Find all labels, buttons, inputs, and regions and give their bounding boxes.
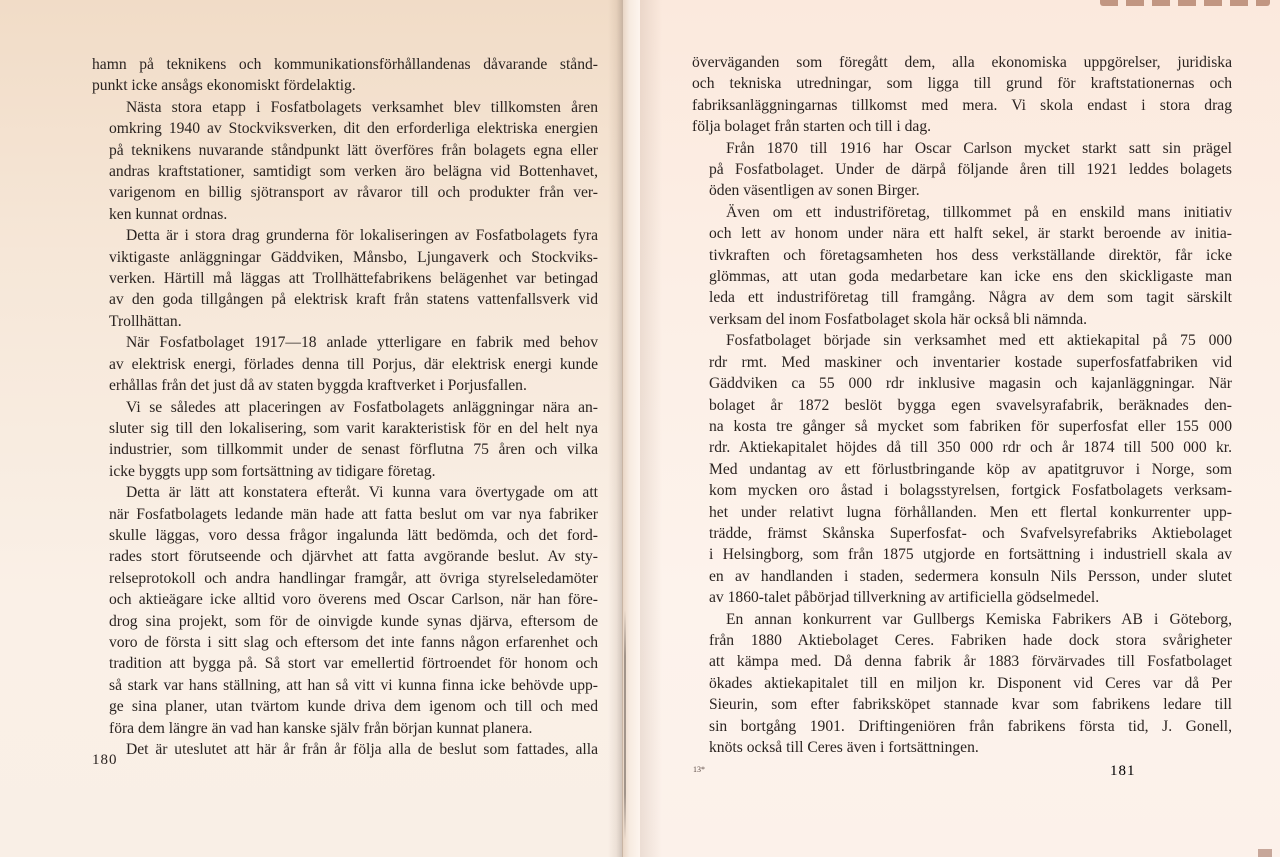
text-line: leda ett industriföretag till framgång. Några av dem som tagit särskilt: [709, 289, 1232, 307]
text-line: kom mycken oro åstad i bolagsstyrelsen, fortgick Fosfatbolagets verksam-: [709, 482, 1232, 500]
paragraph: [92, 54, 598, 97]
text-line: En annan konkurrent var Gullbergs Kemiska Fabrikers AB i Göteborg,: [726, 610, 1232, 628]
text-line: Detta är lätt att konstatera efteråt. Vi kunna vara övertygade om att: [126, 484, 598, 502]
text-line: erhållas från det just då av staten byggda kraftverket i Porjusfallen.: [109, 377, 527, 395]
text-line: rades stort förutseende och djärvhet att fatta avgörande beslut. Av sty-: [109, 548, 598, 566]
text-line: icke byggts upp som fortsättning av tidigare företag.: [109, 462, 436, 480]
text-line: andras kraftstationer, samtidigt som verken äro belägna vid Bottenhavet,: [109, 163, 598, 181]
page-corner-mark: [1258, 849, 1272, 857]
text-line: i Helsingborg, som från 1875 utgjorde en fortsättning i industriell skala av: [709, 546, 1232, 564]
text-line: tradition att bygga på. Så stort var emellertid förtroendet för honom och: [109, 655, 598, 673]
text-line: sluter sig till den lokalisering, som varit karakteristisk för en del helt nya: [109, 419, 598, 437]
text-line: Trollhättan.: [109, 312, 182, 330]
text-line: sin bortgång 1901. Driftingeniören från fabrikens första tid, J. Gonell,: [709, 717, 1232, 735]
page-number-right: 181: [1110, 763, 1136, 779]
text-line: överväganden som föregått dem, alla ekonomiska uppgörelser, juridiska: [692, 54, 1232, 71]
text-line: knöts också till Ceres även i fortsättningen.: [709, 739, 979, 756]
text-line: så stark var hans ställning, att han så vitt vi kunna finna icke behövde upp-: [109, 676, 598, 694]
text-line: hamn på teknikens och kommunikationsförhållandenas dåvarande stånd-: [92, 56, 598, 73]
paragraph: [92, 739, 598, 760]
text-line: omkring 1940 av Stockviksverken, dit den erforderliga elektriska energien: [109, 120, 598, 138]
text-line: och lett av honom under nära ett halft sekel, är starkt beroende av initia-: [709, 225, 1232, 243]
right-page: [640, 0, 1280, 857]
page-edge-shadow: [1100, 0, 1270, 6]
text-line: Nästa stora etapp i Fosfatbolagets verksamhet blev tillkomsten åren: [126, 98, 598, 116]
left-page-text: [92, 54, 598, 760]
text-line: en av handlanden i staden, sedermera konsuln Nils Persson, under slutet: [709, 567, 1232, 585]
text-line: verksam del inom Fosfatbolaget skola här också bli nämnda.: [709, 310, 1088, 328]
text-line: ken kunnat ordnas.: [109, 205, 228, 223]
left-page: [0, 0, 622, 857]
text-line: Detta är i stora drag grunderna för lokaliseringen av Fosfatbolagets fyra: [126, 227, 598, 245]
page-number-left: 180: [92, 752, 118, 768]
text-line: glömmas, att utan goda medarbetare kan icke ens den skickligaste man: [709, 268, 1232, 286]
text-line: Sieurin, som efter fabriksköpet stannade kvar som fabrikens ledare till: [709, 696, 1232, 714]
text-line: na kosta tre gånger så mycket som fabriken för superfosfat eller 155 000: [709, 417, 1232, 435]
text-line: När Fosfatbolaget 1917—18 anlade ytterligare en fabrik med behov: [126, 334, 598, 352]
text-line: voro de första i sitt slag och eftersom det inte fanns någon erfarenhet och: [109, 633, 598, 651]
text-line: Vi se således att placeringen av Fosfatbolagets anläggningar nära an-: [126, 398, 598, 416]
text-line: tivkraften och företagsamheten hos dess verkställande direktör, får icke: [709, 246, 1232, 264]
text-line: punkt icke ansågs ekonomiskt fördelaktig.: [92, 77, 356, 95]
text-line: varigenom en billig sjötransport av råvaror till och produkter från ver-: [109, 184, 598, 202]
text-line: på Fosfatbolaget. Under de därpå följande åren till 1921 leddes bolagets: [709, 161, 1232, 179]
paragraph: [692, 52, 1232, 138]
paragraph: [92, 97, 598, 225]
text-line: Med undantag av ett förlustbringande köp av apatitgruvor i Norge, som: [709, 460, 1232, 478]
text-line: verken. Härtill må läggas att Trollhättefabrikens belägenhet var betingad: [109, 270, 598, 288]
text-line: Även om ett industriföretag, tillkommet på en enskild mans initiativ: [726, 203, 1232, 221]
text-line: Fosfatbolaget började sin verksamhet med ett aktiekapital på 75 000: [726, 332, 1232, 350]
spine-shadow: [624, 610, 626, 840]
right-page-text: [692, 52, 1232, 758]
text-line: följa bolaget från starten och till i dag.: [692, 118, 932, 136]
text-line: Det är uteslutet att här år från år följa alla de beslut som fattades, alla: [126, 741, 598, 758]
paragraph: [92, 482, 598, 739]
text-line: av den goda tillgången på elektrisk kraft från statens vattenfallsverk vid: [109, 291, 598, 309]
text-line: drog sina projekt, som för de oinvigde kunde synas djärva, eftersom de: [109, 612, 598, 630]
text-line: öden väsentligen av sonen Birger.: [709, 182, 920, 200]
text-line: ge sina planer, utan tvärtom kunde driva dem igenom och till och med: [109, 698, 598, 716]
text-line: och aktieägare icke alltid voro överens med Oscar Carlson, när han före-: [109, 591, 598, 609]
text-line: viktigaste anläggningar Gäddviken, Månsbo, Ljungaverk och Stockviks-: [109, 248, 598, 266]
paragraph: [692, 202, 1232, 330]
text-line: från 1880 Aktiebolaget Ceres. Fabriken hade dock stora svårigheter: [709, 631, 1232, 649]
text-line: bolaget år 1872 beslöt bygga egen svavelsyrafabrik, beräknades den-: [709, 396, 1232, 414]
printer-signature-mark: 13*: [693, 765, 705, 774]
text-line: Gäddviken ca 55 000 rdr inklusive magasin och kajanläggningar. När: [709, 375, 1232, 393]
text-line: på teknikens nuvarande ståndpunkt lätt överföres från bolagets egna eller: [109, 141, 598, 159]
paragraph: [692, 138, 1232, 202]
text-line: Från 1870 till 1916 har Oscar Carlson mycket starkt satt sin prägel: [726, 139, 1232, 157]
text-line: och tekniska utredningar, som ligga till grund för kraftstationernas och: [692, 75, 1232, 93]
text-line: föra dem längre än vad han kanske själv från början kunnat planera.: [109, 719, 533, 737]
text-line: fabriksanläggningarnas tillkomst med mera. Vi skola endast i stora drag: [692, 96, 1232, 114]
text-line: av 1860-talet påbörjad tillverkning av artificiella gödselmedel.: [709, 589, 1100, 607]
text-line: av elektrisk energi, förlades denna till Porjus, där elektrisk energi kunde: [109, 355, 598, 373]
text-line: att kämpa med. Då denna fabrik år 1883 förvärvades till Fosfatbolaget: [709, 653, 1232, 671]
text-line: trädde, främst Skånska Superfosfat- och Svafvelsyrefabriks Aktiebolaget: [709, 524, 1232, 542]
text-line: relseprotokoll och andra handlingar framgår, att övriga styrelseledamöter: [109, 569, 598, 587]
paragraph: [692, 609, 1232, 759]
paragraph: [92, 397, 598, 483]
text-line: rdr. Aktiekapitalet höjdes då till 350 000 rdr och år 1874 till 500 000 kr.: [709, 439, 1232, 457]
paragraph: [92, 332, 598, 396]
text-line: rdr rmt. Med maskiner och inventarier kostade superfosfatfabriken vid: [709, 353, 1232, 371]
text-line: ökades aktiekapitalet till en miljon kr. Disponent vid Ceres var då Per: [709, 674, 1232, 692]
text-line: när Fosfatbolagets ledande män hade att fatta beslut om var nya fabriker: [109, 505, 598, 523]
text-line: het under relativt lugna förhållanden. Men ett flertal konkurrenter upp-: [709, 503, 1232, 521]
paragraph: [92, 225, 598, 332]
text-line: industrier, som tillkommit under de senast förflutna 75 åren och vilka: [109, 441, 598, 459]
paragraph: [692, 330, 1232, 608]
text-line: skulle läggas, voro dessa frågor ingalunda lätt bedömda, och det ford-: [109, 526, 598, 544]
